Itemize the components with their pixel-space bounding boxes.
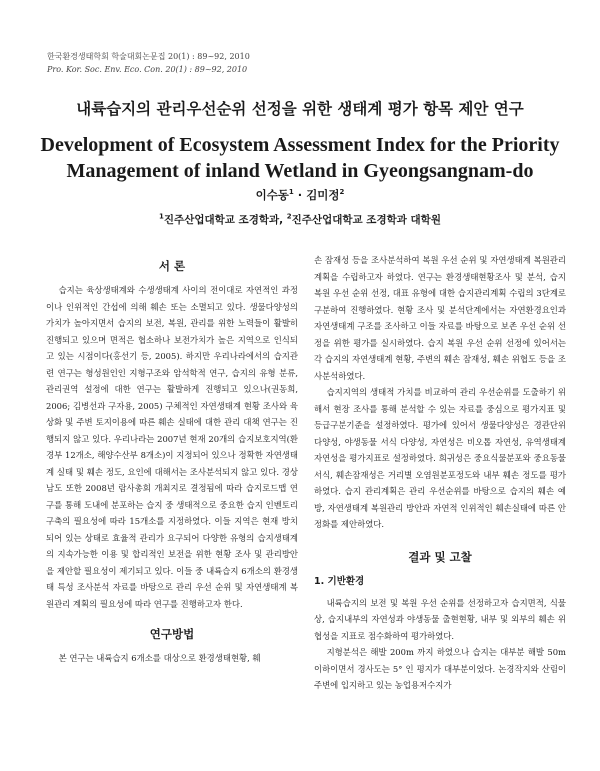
affiliation-1-marker: 1	[159, 212, 164, 221]
affiliation-2-marker: 2	[286, 212, 292, 221]
affiliations	[0, 212, 600, 227]
title-korean: 내륙습지의 관리우선순위 선정을 위한 생태계 평가 항목 제안 연구	[76, 100, 524, 118]
journal-citation-korean: 한국환경생태학회 학술대회논문집 20(1) : 89~92, 2010	[47, 52, 250, 61]
methods-paragraph-2: 습지지역의 생태적 가치를 비교하여 관리 우선순위를 도출하기 위해서 현장 조사를 통해 분석할 수 있는 자료를 중심으로 평가지표 및 등급구분기준을 설정하였다. 평가에 있어서 생물다양성은 경관단위 다양성, 야생동물 서식 다양성, 자연성은 비오톱 자연성, 유역생태계 자연성을 평가지표로 설정하였다. 희귀성은 중요식물분포와 중요동물서식, 훼손잠재성은 거리별 오염원분포정도와 내부 훼손 정도를 평가하였다. 습지 관리계획은 관리 우선순위를 바탕으로 습지의 훼손 예방, 자연생태계 복원관리 방안과 자연적 인위적인 훼손실태에 따른 안정화를 제안하였다.	[314, 387, 566, 529]
section-heading-methods: 연구방법	[149, 627, 195, 641]
affiliation-1: 진주산업대학교 조경학과,	[163, 214, 287, 226]
journal-citation-english: Pro. Kor. Soc. Env. Eco. Con. 20(1) : 89~92, 2010	[47, 65, 248, 74]
section-heading-introduction: 서 론	[158, 259, 186, 273]
author-2: 김미정	[306, 188, 340, 202]
author-1-marker: 1	[288, 188, 294, 197]
author-1: 이수동	[255, 188, 289, 202]
author-separator: ·	[293, 188, 307, 202]
authors	[0, 187, 600, 203]
intro-paragraph: 습지는 육상생태계와 수생생태계 사이의 전이대로 자연적인 과정이나 인위적인 간섭에 의해 훼손 또는 소멸되고 있다. 생물다양성의 가치가 높아지면서 습지의 보전, 복원, 관리를 위한 노력들이 활발히 진행되고 있으며 면적은 협소하나 보전가치가 높은 지역으로 인식되고 있는 시점이다(홍선기 등, 2005). 하지만 우리나라에서의 습지관련 연구는 형성원인인 지형구조와 암석학적 연구, 습지의 유형 분류, 관리권역 설정에 대한 연구는 활발하게 진행되고 있으나(권동희, 2006; 김병선과 구자용, 2005) 구체적인 자연생태계 현황 조사와 육상화 및 주변 토지이용에 따른 훼손 실태에 대한 관리 대책 연구는 진행되지 않고 있다. 우리나라는 2007년 현재 20개의 습지보호지역(환경부 12개소, 해양수산부 8개소)이 지정되어 있으나 정확한 자연생태계 실태 및 훼손 정도, 요인에 대해서는 조사분석되지 않고 있다. 경상남도 또한 2008년 람사총회 개최지로 결정됨에 따라 습지로드맵 연구를 통해 도내에 분포하는 습지 중 생태적으로 중요한 습지 인벤토리 구축의 필요성에 따라 15개소를 지정하였다. 이들 지역은 현재 방치되어 있는 상태로 효율적 관리가 요구되어 다양한 유형의 습지생태계의 지속가능한 이용 및 합리적인 보전을 위한 현황 조사 및 관리방안을 제안할 필요성이 제기되고 있다. 이들 중 내륙습지 6개소의 환경생태 특성 조사분석 자료를 바탕으로 관리 우선 순위 및 자연생태계 복원관리 계획의 필요성에 따라 연구를 진행하고자 한다.	[46, 285, 298, 609]
results-paragraph-1: 내륙습지의 보전 및 복원 우선 순위를 선정하고자 습지면적, 식물상, 습지내부의 자연성과 야생동물 출현현황, 내부 및 외부의 훼손 위협성을 지표로 점수화하여 평가하였다.	[314, 597, 566, 641]
author-2-marker: 2	[339, 188, 345, 197]
left-column	[46, 252, 298, 767]
subsection-heading-environment: 1. 기반환경	[314, 575, 365, 587]
title-english: Development of Ecosystem Assessment Index for the Priority Management of inland Wetland in Gyeongsangnam-do	[40, 134, 560, 182]
section-heading-results: 결과 및 고찰	[408, 549, 472, 564]
methods-paragraph: 본 연구는 내륙습지 6개소를 대상으로 환경생태현황, 훼	[58, 653, 261, 663]
results-paragraph-2: 지형분석은 해발 200m 까지 하였으나 습지는 대부분 해발 50m 이하이면서 경사도는 5° 인 평지가 대부분이었다. 논경작지와 산림이 주변에 입지하고 있는 농업용저수지가	[314, 647, 566, 690]
methods-paragraph-continued: 손 잠재성 등을 조사분석하여 복원 우선 순위 및 자연생태계 복원관리 계획을 수립하고자 하였다. 연구는 환경생태현황조사 및 분석, 습지 복원 우선 순위 선정, 대표 유형에 대한 습지관리계획 수립의 3단계로 구분하여 진행하였다. 현황 조사 및 분석단계에서는 자연환경요인과 자연생태계 구조를 조사하고 이들 자료를 바탕으로 보존 우선 순위 선정을 위한 평가를 실시하였다. 습지 복원 우선 순위 선정에 있어서는 각 습지의 자연생태계 현황, 주변의 훼손 잠재성, 훼손 위협도 등을 조사분석하였다.	[314, 255, 566, 381]
affiliation-2: 진주산업대학교 조경학과 대학원	[291, 214, 441, 226]
right-column	[314, 252, 566, 767]
